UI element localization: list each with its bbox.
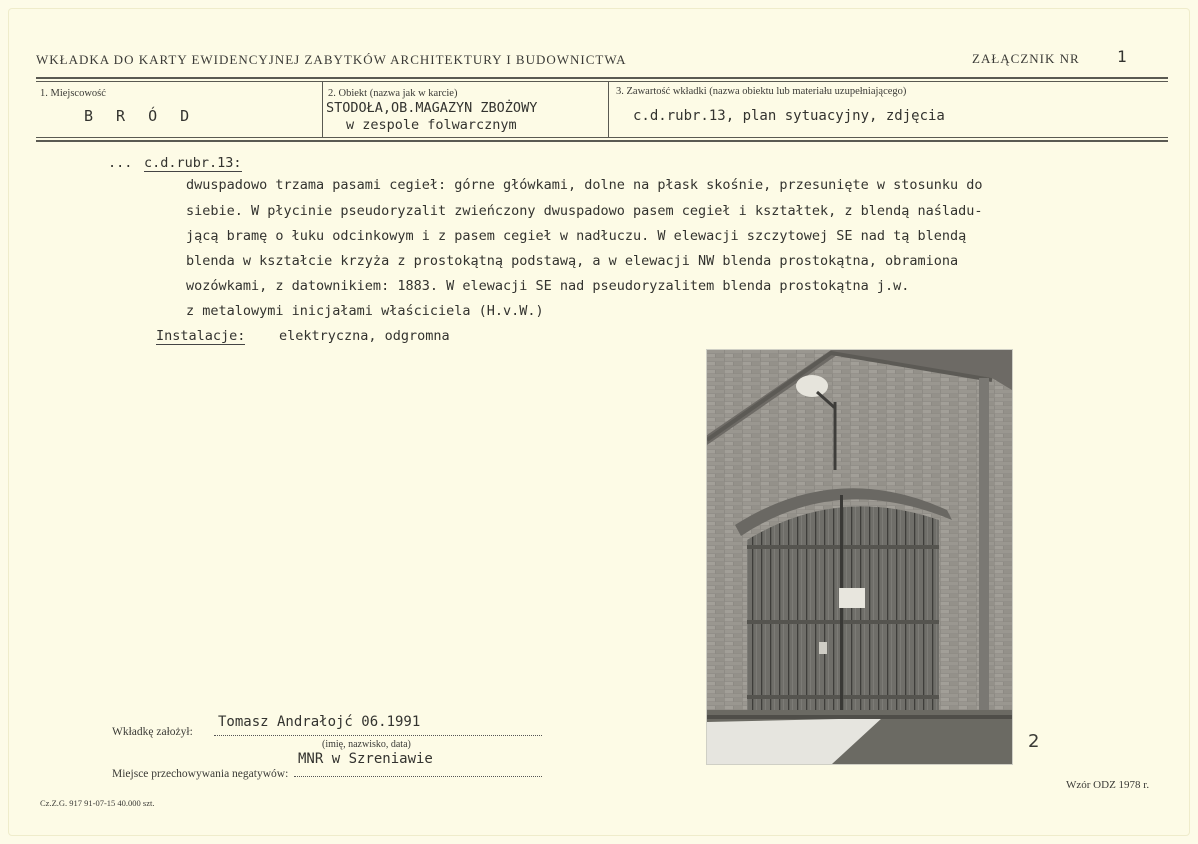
- form-code: Wzór ODZ 1978 r.: [1066, 779, 1150, 791]
- annex-label: ZAŁĄCZNIK NR: [972, 51, 1080, 66]
- body-text-line: wozówkami, z datownikiem: 1883. W elewacji SE nad pseudoryzalitem blenda prostokątna j.w.: [186, 278, 910, 294]
- installations-value: elektryczna, odgromna: [279, 328, 450, 344]
- annex-number: 1: [1117, 47, 1127, 66]
- field-divider: [608, 82, 609, 137]
- fields-rule: [36, 140, 1168, 142]
- object-value-line2: w zespole folwarcznym: [346, 117, 517, 133]
- photo-number: 2: [1028, 731, 1040, 752]
- field-divider: [322, 82, 323, 137]
- body-text-line: dwuspadowo trzama pasami cegieł: górne główkami, dolne na płask skośnie, przesunięte w stosunku do: [186, 177, 983, 193]
- storage-value: MNR w Szreniawie: [298, 751, 433, 767]
- barn-gate-photo-drawing: [707, 350, 1012, 764]
- header-rule: [36, 81, 1168, 82]
- form-title: WKŁADKA DO KARTY EWIDENCYJNEJ ZABYTKÓW ARCHITEKTURY I BUDOWNICTWA: [36, 52, 627, 67]
- storage-label: Miejsce przechowywania negatywów:: [112, 768, 289, 780]
- founder-value: Tomasz Andrałojć 06.1991: [218, 714, 421, 730]
- body-text-line: jącą bramę o łuku odcinkowym i z pasem cegieł w nadłuczu. W elewacji szczytowej SE nad tą blendą: [186, 228, 967, 244]
- content-value: c.d.rubr.13, plan sytuacyjny, zdjęcia: [633, 108, 945, 124]
- content-label: 3. Zawartość wkładki (nazwa obiektu lub materiału uzupełniającego): [616, 86, 907, 97]
- storage-dotted-line: [294, 776, 542, 777]
- object-label: 2. Obiekt (nazwa jak w karcie): [328, 88, 458, 99]
- header-rule: [36, 77, 1168, 79]
- founder-dotted-line: [214, 735, 542, 736]
- fields-rule: [36, 137, 1168, 138]
- print-info: Cz.Z.G. 917 91-07-15 40.000 szt.: [40, 798, 155, 808]
- body-text-line: z metalowymi inicjałami właściciela (H.v.W.): [186, 303, 544, 319]
- barn-gate-photo: [706, 349, 1013, 765]
- body-text-line: siebie. W płycinie pseudoryzalit zwieńczony dwuspadowo pasem cegieł i kształtek, z blendą naśladu-: [186, 203, 983, 219]
- founder-label: Wkładkę założył:: [112, 726, 193, 738]
- place-value: B R Ó D: [84, 107, 193, 125]
- section-heading: c.d.rubr.13:: [144, 155, 242, 171]
- section-prefix: ...: [108, 155, 133, 171]
- founder-caption: (imię, nazwisko, data): [322, 739, 411, 750]
- object-value-line1: STODOŁA,OB.MAGAZYN ZBOŻOWY: [326, 100, 538, 116]
- place-label: 1. Miejscowość: [40, 88, 106, 99]
- installations-label: Instalacje:: [156, 328, 246, 344]
- body-text-line: blenda w kształcie krzyża z prostokątną podstawą, a w elewacji NW blenda prostokątna, obramiona: [186, 253, 959, 269]
